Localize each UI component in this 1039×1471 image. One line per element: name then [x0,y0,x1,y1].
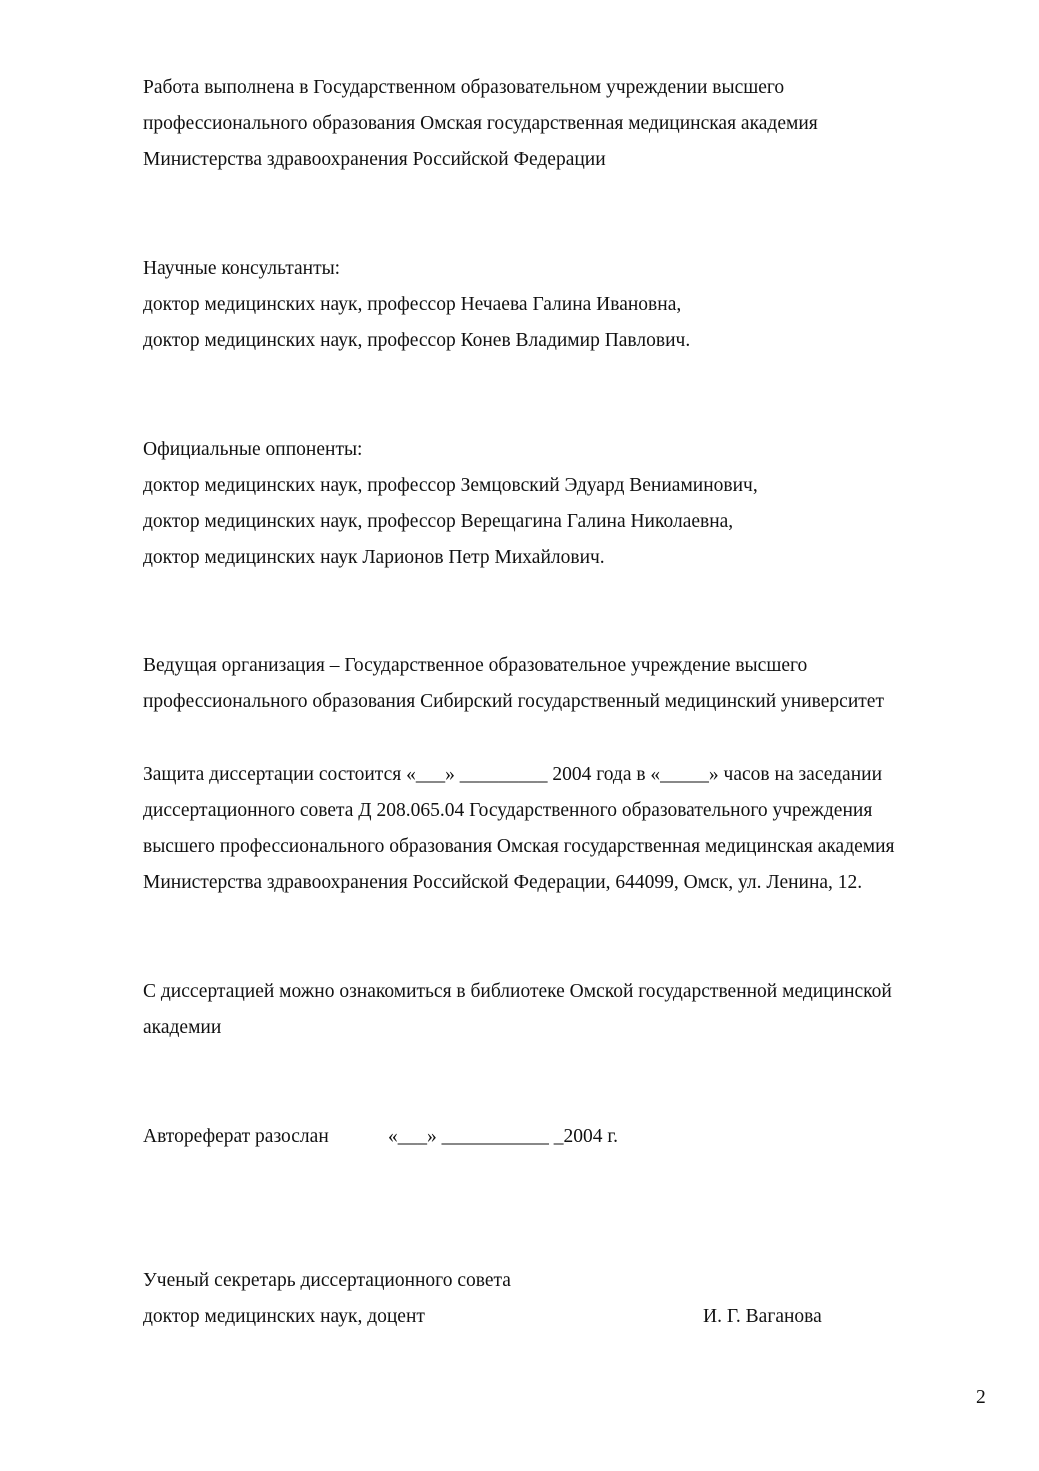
leading-organization-line-2: профессионального образования Сибирский государственный медицинский университет [143,691,884,712]
opponents-heading: Официальные оппоненты: [143,439,363,460]
abstract-sent-date: «___» ___________ _2004 г. [388,1126,619,1147]
page-number: 2 [976,1387,986,1408]
opponent-2: доктор медицинских наук, профессор Верещагина Галина Николаевна, [143,511,734,532]
defense-line-1: Защита диссертации состоится «___» _________ 2004 года в «_____» часов на заседании [143,764,883,785]
opponent-3: доктор медицинских наук Ларионов Петр Михайлович. [143,547,605,568]
secretary-degree: доктор медицинских наук, доцент [143,1306,425,1327]
work-performed-line-2: профессионального образования Омская государственная медицинская академия [143,113,818,134]
defense-line-3: высшего профессионального образования Омская государственная медицинская академия [143,836,895,857]
work-performed-line-3: Министерства здравоохранения Российской Федерации [143,149,606,170]
leading-organization-line-1: Ведущая организация – Государственное образовательное учреждение высшего [143,655,808,676]
defense-line-2: диссертационного совета Д 208.065.04 Государственного образовательного учреждения [143,800,873,821]
library-line-1: С диссертацией можно ознакомиться в библиотеке Омской государственной медицинской [143,981,892,1002]
consultant-1: доктор медицинских наук, профессор Нечаева Галина Ивановна, [143,294,682,315]
opponent-1: доктор медицинских наук, профессор Земцовский Эдуард Вениаминович, [143,475,758,496]
consultant-2: доктор медицинских наук, профессор Конев Владимир Павлович. [143,330,691,351]
secretary-name: И. Г. Ваганова [703,1306,822,1327]
work-performed-line-1: Работа выполнена в Государственном образовательном учреждении высшего [143,77,785,98]
secretary-title: Ученый секретарь диссертационного совета [143,1270,511,1291]
defense-line-4: Министерства здравоохранения Российской Федерации, 644099, Омск, ул. Ленина, 12. [143,872,863,893]
abstract-sent-label: Автореферат разослан [143,1126,329,1147]
library-line-2: академии [143,1017,222,1038]
consultants-heading: Научные консультанты: [143,258,341,279]
